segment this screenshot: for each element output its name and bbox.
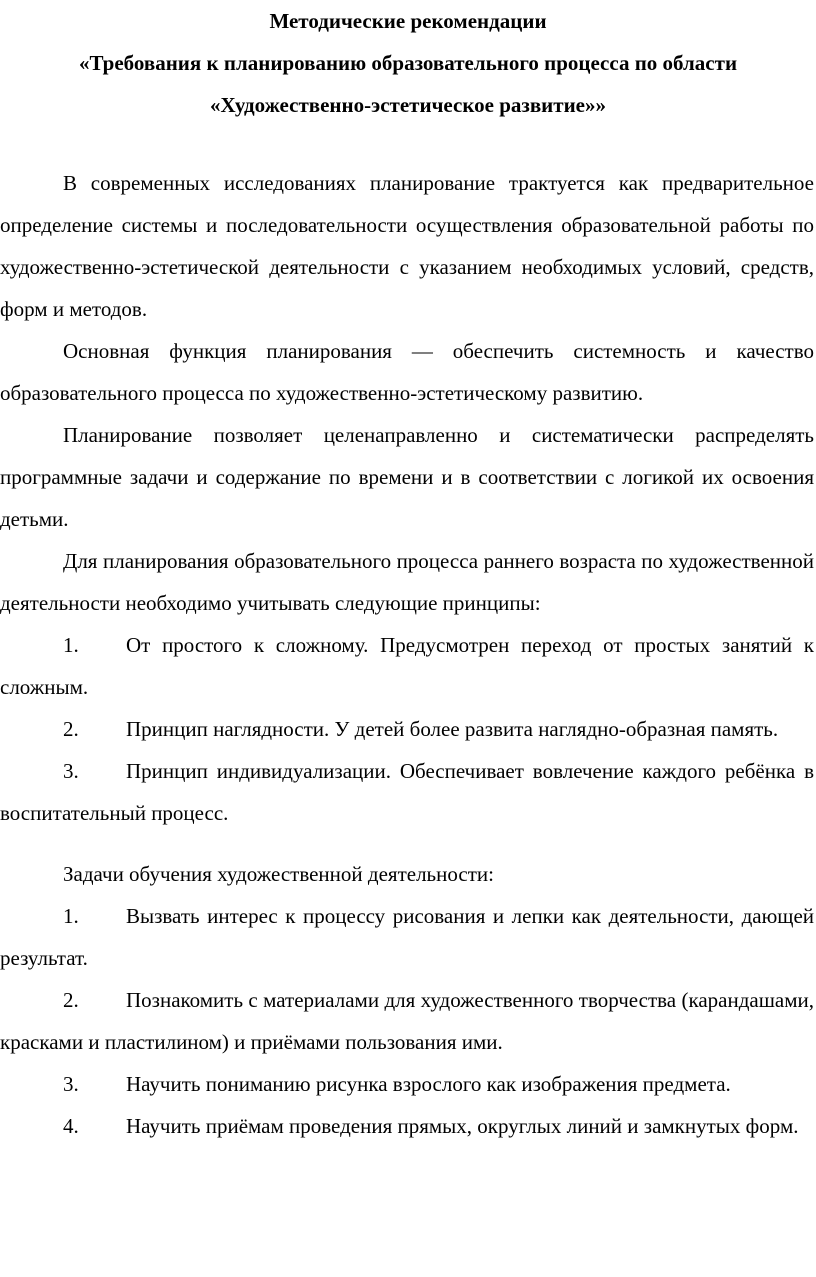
paragraph: В современных исследованиях планирование трактуется как предварительное определение системы и последовательности осуществления образовательной работы по художественно-эстетической деятельности с указанием необходимых условий, средств, форм и методов. (0, 171, 814, 321)
document-body (0, 162, 814, 1147)
document-subtitle-line-1: «Требования к планированию образовательного процесса по области (78, 51, 738, 75)
list-item-text: Научить пониманию рисунка взрослого как изображения предмета. (126, 1072, 731, 1096)
tasks-heading: Задачи обучения художественной деятельности: (63, 862, 494, 886)
list-item (0, 979, 814, 1063)
list-item-text: От простого к сложному. Предусмотрен переход от простых занятий к сложным. (0, 633, 814, 699)
section-spacer (0, 834, 814, 853)
document-title: Методические рекомендации (269, 9, 547, 33)
paragraph: Для планирования образовательного процесса раннего возраста по художественной деятельности необходимо учитывать следующие принципы: (0, 549, 814, 615)
list-item-text: Научить приёмам проведения прямых, округлых линий и замкнутых форм. (126, 1114, 799, 1138)
list-item (0, 1063, 814, 1105)
list-item-text: Вызвать интерес к процессу рисования и лепки как деятельности, дающей результат. (0, 904, 814, 970)
paragraph: Основная функция планирования — обеспечить системность и качество образовательного процесса по художественно-эстетическому развитию. (0, 339, 814, 405)
list-item (0, 624, 814, 708)
document-subtitle-line-2: «Художественно-эстетическое развитие»» (209, 93, 607, 117)
list-item-number: 3. (63, 759, 79, 783)
list-item (0, 895, 814, 979)
list-item-number: 2. (63, 988, 79, 1012)
list-item (0, 708, 814, 750)
list-item (0, 1105, 814, 1147)
tasks-list (0, 895, 814, 1147)
list-item-text: Принцип наглядности. У детей более развита наглядно-образная память. (126, 717, 779, 741)
list-item-number: 2. (63, 717, 79, 741)
list-item-number: 4. (63, 1114, 79, 1138)
document-header (0, 0, 816, 126)
paragraph: Планирование позволяет целенаправленно и систематически распределять программные задачи и содержание по времени и в соответствии с логикой их освоения детьми. (0, 423, 814, 531)
list-item-text: Познакомить с материалами для художественного творчества (карандашами, красками и пластилином) и приёмами пользования ими. (0, 988, 814, 1054)
principles-list (0, 624, 814, 834)
list-item (0, 750, 814, 834)
list-item-text: Принцип индивидуализации. Обеспечивает вовлечение каждого ребёнка в воспитательный процесс. (0, 759, 814, 825)
list-item-number: 1. (63, 633, 79, 657)
list-item-number: 1. (63, 904, 79, 928)
list-item-number: 3. (63, 1072, 79, 1096)
